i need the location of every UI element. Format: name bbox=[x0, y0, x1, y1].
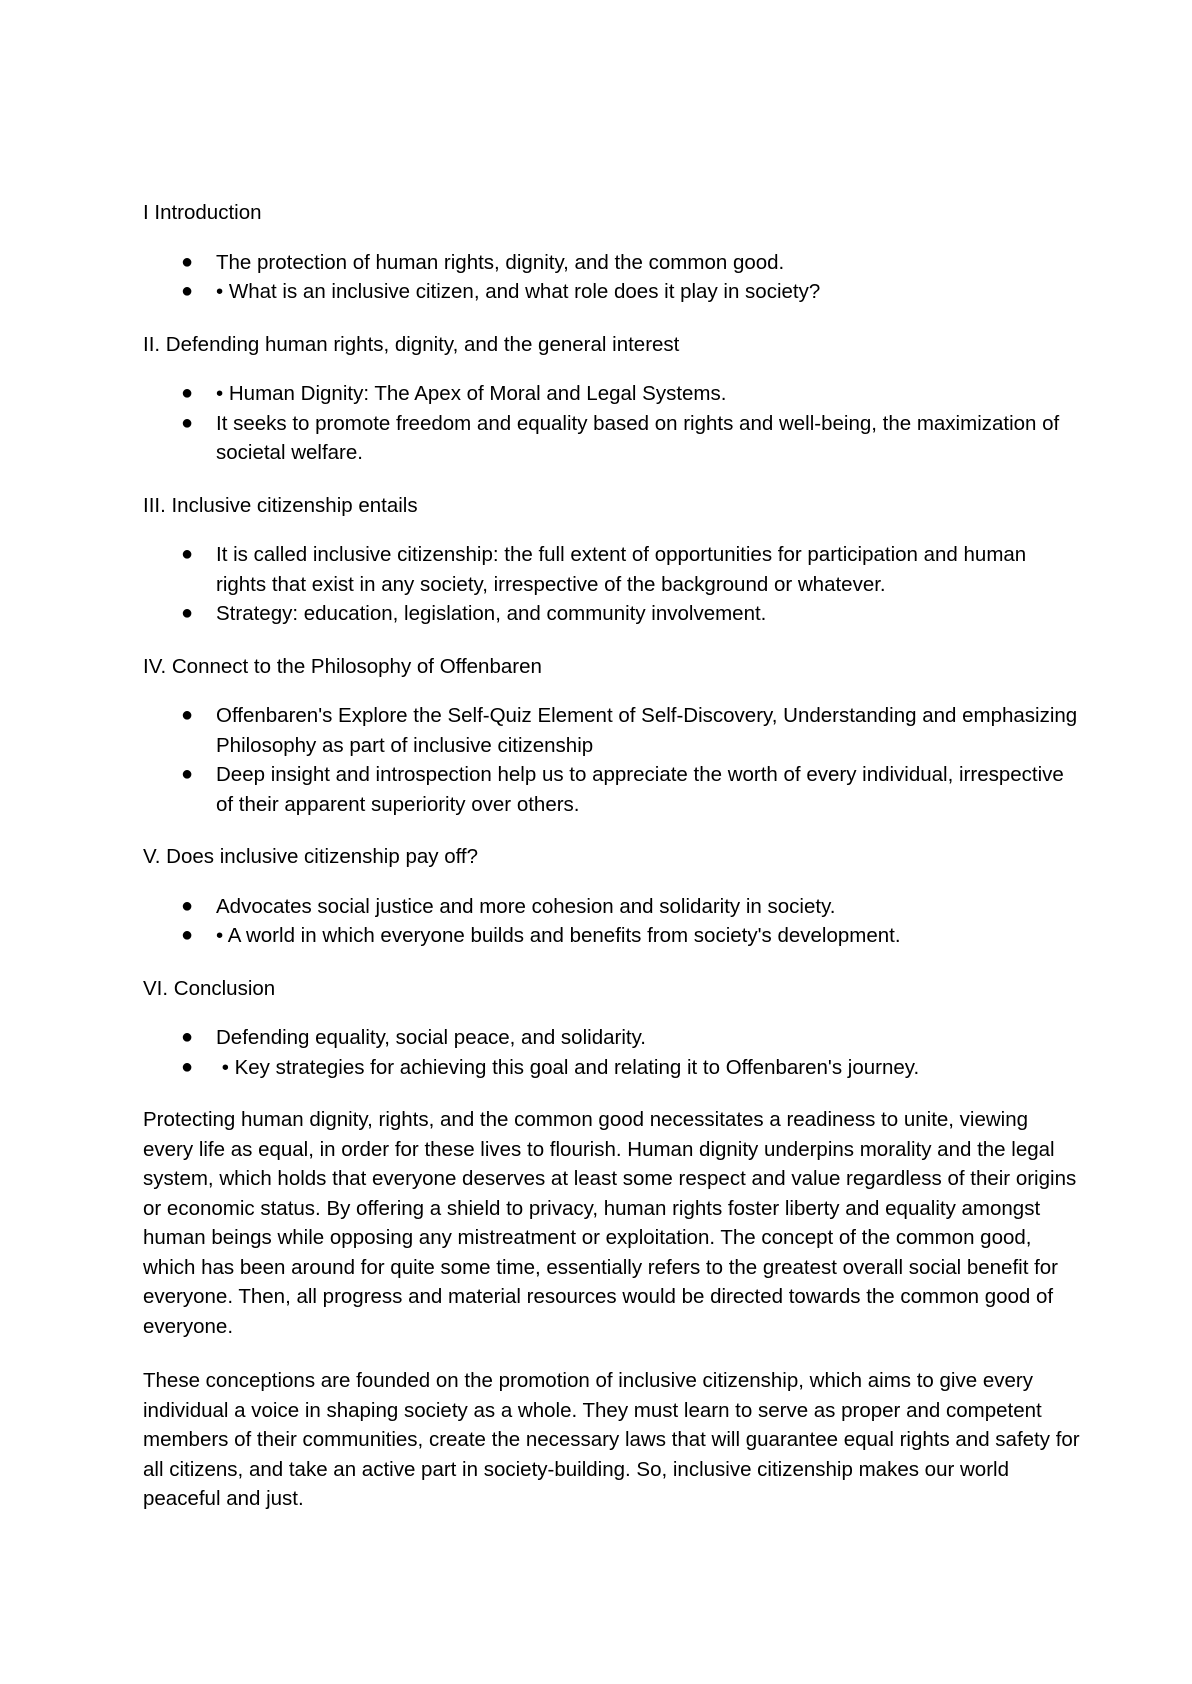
bullet-dot-icon: ● bbox=[181, 280, 194, 302]
bullet-list-pay-off bbox=[143, 892, 1082, 951]
list-item: ● • What is an inclusive citizen, and what role does it play in society? bbox=[143, 277, 1082, 307]
bullet-list-conclusion bbox=[143, 1023, 1082, 1082]
bullet-list-introduction bbox=[143, 248, 1082, 307]
bullet-dot-icon: ● bbox=[181, 704, 194, 726]
bullet-dot-icon: ● bbox=[181, 411, 194, 434]
section-heading-pay-off: V. Does inclusive citizenship pay off? bbox=[143, 845, 479, 868]
bullet-dot-icon: ● bbox=[181, 250, 194, 273]
bullet-dot-icon: ● bbox=[181, 382, 194, 404]
list-item: ● Strategy: education, legislation, and community involvement. bbox=[143, 599, 1082, 629]
list-item: ● Deep insight and introspection help us to appreciate the worth of every individual, irrespective of their apparent superiority over others. bbox=[143, 760, 1082, 819]
bullet-dot-icon: ● bbox=[181, 894, 194, 917]
list-item: ● It is called inclusive citizenship: the full extent of opportunities for participation and human rights that exist in any society, irrespective of the background or whatever. bbox=[143, 540, 1082, 599]
list-item: ● Defending equality, social peace, and solidarity. bbox=[143, 1023, 1082, 1053]
bullet-list-inclusive-citizenship bbox=[143, 540, 1082, 629]
section-heading-introduction: I Introduction bbox=[143, 201, 262, 224]
bullet-dot-icon: ● bbox=[181, 1026, 194, 1048]
body-paragraph: Protecting human dignity, rights, and the common good necessitates a readiness to unite, viewing every life as equal, in order for these lives to flourish. Human dignity underpins morality and the legal system, which holds that everyone deserves at least some respect and value regardless of their origins or economic status. By offering a shield to privacy, human rights foster liberty and equality amongst human beings while opposing any mistreatment or exploitation. The concept of the common good, which has been around for quite some time, essentially refers to the greatest overall social benefit for everyone. Then, all progress and material resources would be directed towards the common good of everyone. bbox=[143, 1108, 1077, 1338]
list-item: ● The protection of human rights, dignity, and the common good. bbox=[143, 248, 1082, 278]
bullet-dot-icon: ● bbox=[181, 924, 194, 946]
list-item: ● Advocates social justice and more cohesion and solidarity in society. bbox=[143, 892, 1082, 922]
bullet-dot-icon: ● bbox=[181, 1055, 194, 1078]
bullet-list-philosophy bbox=[143, 701, 1082, 819]
list-item: ● • Human Dignity: The Apex of Moral and Legal Systems. bbox=[143, 379, 1082, 409]
section-heading-conclusion: VI. Conclusion bbox=[143, 976, 276, 1000]
section-heading-defending: II. Defending human rights, dignity, and the general interest bbox=[143, 332, 680, 356]
section-heading-inclusive-citizenship: III. Inclusive citizenship entails bbox=[143, 493, 418, 517]
list-item: ● • Key strategies for achieving this goal and relating it to Offenbaren's journey. bbox=[143, 1053, 1082, 1083]
bullet-list-defending bbox=[143, 379, 1082, 468]
list-item: ● It seeks to promote freedom and equality based on rights and well-being, the maximization of societal welfare. bbox=[143, 409, 1082, 468]
bullet-dot-icon: ● bbox=[181, 543, 194, 565]
bullet-dot-icon: ● bbox=[181, 763, 194, 785]
bullet-dot-icon: ● bbox=[181, 602, 194, 624]
body-paragraph: These conceptions are founded on the promotion of inclusive citizenship, which aims to give every individual a voice in shaping society as a whole. They must learn to serve as proper and competent members of their communities, create the necessary laws that will guarantee equal rights and safety for all citizens, and take an active part in society-building. So, inclusive citizenship makes our world peaceful and just. bbox=[143, 1369, 1080, 1510]
list-item: ● • A world in which everyone builds and benefits from society's development. bbox=[143, 921, 1082, 951]
list-item: ● Offenbaren's Explore the Self-Quiz Element of Self-Discovery, Understanding and emphasizing Philosophy as part of inclusive citizenship bbox=[143, 701, 1082, 760]
section-heading-philosophy: IV. Connect to the Philosophy of Offenbaren bbox=[143, 654, 542, 678]
